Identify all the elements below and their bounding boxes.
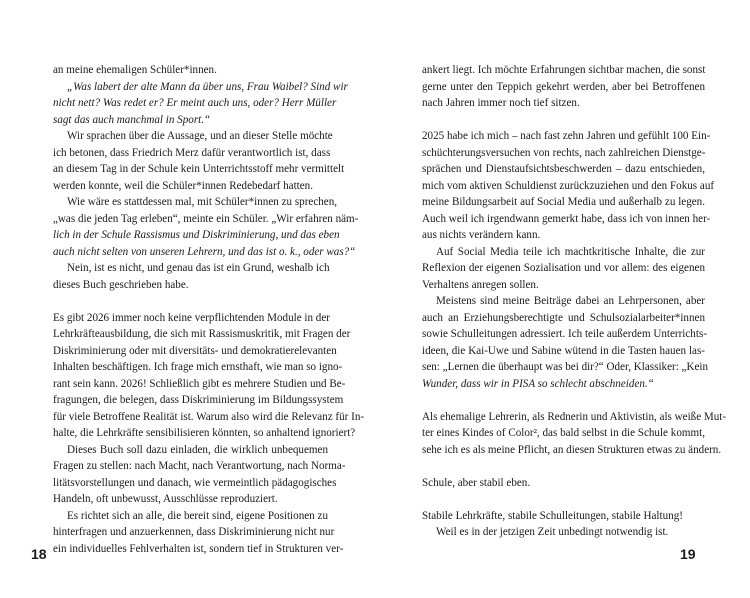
text-line: ankert liegt. Ich möchte Erfahrungen sichtbar machen, die sonst (422, 64, 706, 76)
text-line: Meistens sind meine Beiträge dabei an Lehrpersonen, aber (436, 295, 705, 307)
right-page (375, 0, 750, 598)
text-line: sagt das auch manchmal in Sport.“ (53, 114, 211, 126)
text-line: Lehrkräfteausbildung, die sich mit Rassismuskritik, mit Fragen der (53, 328, 351, 340)
text-line: dieses Buch geschrieben habe. (53, 279, 189, 291)
text-line: Wir sprachen über die Aussage, und an dieser Stelle möchte (67, 130, 333, 142)
text-line: werden konnte, weil die Schüler*innen Redebedarf hatten. (53, 180, 313, 192)
text-line: Als ehemalige Lehrerin, als Rednerin und Aktivistin, als weiße Mut- (422, 411, 727, 423)
text-line: mich vom aktiven Schuldienst zurückzuziehen und den Fokus auf (422, 180, 715, 192)
text-line: 2025 habe ich mich – nach fast zehn Jahren und gefühlt 100 Ein- (422, 130, 711, 142)
text-line: fragungen, die belegen, dass Diskriminierung im Bildungssystem (53, 394, 344, 406)
text-line: nach Jahren immer noch tief sitzen. (422, 97, 580, 109)
text-line: ideen, die Kai-Uwe und Sabine wütend in die Tasten hauen las- (422, 345, 705, 357)
text-line: aus nichts verändern kann. (422, 229, 541, 241)
text-line: litätsvorstellungen und danach, wie vermeintlich pädagogisches (53, 477, 337, 489)
text-line: auch an Erziehungsberechtigte und Schulsozialarbeiter*innen (422, 312, 705, 324)
text-line: Stabile Lehrkräfte, stabile Schulleitungen, stabile Haltung! (422, 510, 683, 522)
text-line: Wie wäre es stattdessen mal, mit Schüler*innen zu sprechen, (67, 196, 338, 208)
text-line: an diesem Tag in der Schule kein Unterrichtsstoff mehr vermittelt (53, 163, 345, 175)
text-line: sen: „Lernen die überhaupt was bei dir?“ Oder, Klassiker: „Kein (422, 361, 709, 373)
text-line: rant sein kann. 2026! Schließlich gibt es mehrere Studien und Be- (53, 378, 346, 390)
page-number: 19 (680, 546, 696, 562)
text-line: schüchterungsversuchen von rechts, nach zahlreichen Dienstge- (422, 147, 706, 159)
text-line: nicht nett? Was redet er? Er meint auch uns, oder? Herr Müller (53, 97, 337, 109)
text-line: sehe ich es als meine Pflicht, an diesen Strukturen etwas zu ändern. (422, 444, 722, 456)
page-number: 18 (31, 546, 47, 562)
text-line: hinterfragen und anzuerkennen, dass Diskriminierung nicht nur (53, 526, 335, 538)
text-line: Auf Social Media teile ich machtkritische Inhalte, die zur (436, 246, 705, 258)
text-line: Es gibt 2026 immer noch keine verpflichtenden Module in der (53, 312, 330, 324)
text-line: Schule, aber stabil eben. (422, 477, 531, 489)
text-line: ich betonen, dass Friedrich Merz dafür verantwortlich ist, dass (53, 147, 331, 159)
text-line: Verhaltens anregen sollen. (422, 279, 539, 291)
text-line: auch nicht selten von unseren Lehrern, und das ist o. k., oder was?“ (53, 246, 356, 258)
text-line: „was die jeden Tag erleben“, meinte ein Schüler. „Wir erfahren näm- (53, 213, 359, 225)
text-line: Wunder, dass wir in PISA so schlecht abschneiden.“ (422, 378, 654, 390)
text-line: „Was labert der alte Mann da über uns, Frau Waibel? Sind wir (67, 81, 348, 93)
text-line: Inhalten beschäftigen. Ich frage mich ernsthaft, wie man so igno- (53, 361, 343, 373)
text-line: Es richtet sich an alle, die bereit sind, eigene Positionen zu (67, 510, 328, 522)
text-line: gerne unter den Teppich gekehrt werden, aber bei Betroffenen (422, 81, 705, 93)
text-line: Dieses Buch soll dazu einladen, die wirklich unbequemen (67, 444, 328, 456)
text-line: Reflexion der eigenen Sozialisation und vor allem: des eigenen (422, 262, 705, 274)
text-line: sprächen und Dienstaufsichtsbeschwerden – dazu entschieden, (422, 163, 705, 175)
text-line: für viele Betroffene Realität ist. Warum also wird die Relevanz für In- (53, 411, 365, 423)
text-line: ter eines Kindes of Color², das bald selbst in die Schule kommt, (422, 427, 705, 439)
text-line: ein individuelles Fehlverhalten ist, sondern tief in Strukturen ver- (53, 543, 344, 555)
text-line: Fragen zu stellen: nach Macht, nach Verantwortung, nach Norma- (53, 460, 346, 472)
text-line: Weil es in der jetzigen Zeit unbedingt notwendig ist. (436, 526, 669, 538)
text-line: Nein, ist es nicht, und genau das ist ein Grund, weshalb ich (67, 262, 330, 274)
text-line: Diskriminierung oder mit diversitäts- und demokratierelevanten (53, 345, 337, 357)
text-line: Auch weil ich irgendwann gemerkt habe, dass ich von innen her- (422, 213, 711, 225)
text-line: an meine ehemaligen Schüler*innen. (53, 64, 217, 76)
text-line: halte, die Lehrkräfte sensibilisieren könnten, so anhaltend ignoriert? (53, 427, 356, 439)
text-line: Handeln, oft unbewusst, Ausschlüsse reproduziert. (53, 493, 278, 505)
text-line: lich in der Schule Rassismus und Diskriminierung, und das eben (53, 229, 340, 241)
text-line: sowie Schulleitungen adressiert. Ich teile außerdem Unterrichts- (422, 328, 707, 340)
text-line: meine Bildungsarbeit auf Social Media und außerhalb zu legen. (422, 196, 705, 208)
